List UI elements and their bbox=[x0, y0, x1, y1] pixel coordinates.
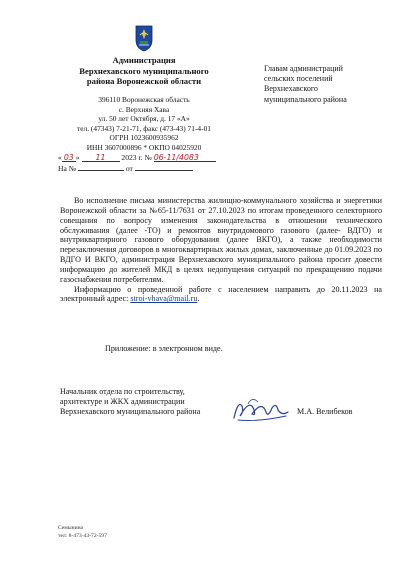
reference-line bbox=[58, 162, 278, 174]
organization-name bbox=[50, 55, 238, 87]
executor-info bbox=[58, 524, 107, 540]
signer-name: М.А. Велибеков bbox=[297, 407, 353, 416]
address-line: ОГРН 1023600935962 bbox=[109, 133, 179, 143]
address-line: 396110 Воронежская область bbox=[98, 95, 190, 104]
email-link[interactable]: stroi-vhava@mail.ru bbox=[130, 294, 198, 304]
org-line: Верхнехавского муниципального bbox=[79, 65, 209, 76]
recipient-line: Главам администраций bbox=[264, 64, 343, 73]
executor-name: Семынина bbox=[58, 525, 84, 531]
body-paragraph bbox=[60, 285, 382, 305]
date-quote-open: « bbox=[58, 153, 62, 162]
ref-label: На № bbox=[58, 164, 76, 173]
handwritten-signature bbox=[228, 392, 294, 426]
date-quote-close: » bbox=[75, 153, 80, 162]
attachment-note: Приложение: в электронном виде. bbox=[105, 344, 223, 353]
body-paragraph-end: . bbox=[197, 294, 200, 304]
document-number: 06-11/4083 bbox=[153, 153, 199, 162]
body-paragraph: Во исполнение письма министерства жилищно-коммунального хозяйства и энергетики Воронежской области за №65-11/7631 от 27.10.2023 по итогам проведенного селекторного совещания по вопросу изменения законодательства в отношении технического обслуживания (далее -ТО) и ремонтов внутридомового газового (далее- ВДГО) и внутриквартирного газового оборудования (далее ВКГО), а также необходимости перезаключения договоров в многоквартирных жилых домах, заключенные до 01.09.2023 по ВДГО И ВКГО, администрация Верхнехавского муниципального района просит довести информацию до жителей МКД в целях недопущения ситуаций по прекращению подачи газоснабжения потребителям. bbox=[60, 196, 382, 284]
org-line: района Воронежской области bbox=[86, 76, 202, 87]
address-line: ул. 50 лет Октября, д. 17 «А» bbox=[98, 114, 190, 124]
address-line: с. Верхняя Хава bbox=[118, 104, 170, 114]
date-month: 11 bbox=[95, 153, 106, 162]
address-line: тел. (47343) 7-21-71, факс (473-43) 71-4-01 bbox=[77, 123, 211, 133]
date-year: 2023 г. № bbox=[121, 153, 152, 162]
ref-from: от bbox=[125, 164, 133, 173]
recipient-line: муниципального района bbox=[264, 94, 347, 104]
address-line: ИНН 3607000896 * ОКПО 04025920 bbox=[86, 142, 202, 152]
position-line: Верхнехавского муниципального района bbox=[60, 407, 201, 417]
executor-phone: тел: 8-473-43-72-597 bbox=[58, 533, 107, 539]
letter-body bbox=[60, 196, 382, 304]
organization-address bbox=[40, 95, 248, 153]
coat-of-arms-icon bbox=[134, 25, 154, 52]
recipient-line: Верхнехавского bbox=[264, 84, 318, 94]
body-paragraph-text: Информацию о проведенной работе с населением направить до 20.11.2023 на электронный адрес: bbox=[60, 284, 382, 304]
recipient-line: сельских поселений bbox=[264, 74, 333, 84]
date-day: 03 bbox=[63, 153, 74, 162]
org-line: Администрация bbox=[112, 55, 176, 65]
position-line: архитектуре и ЖКХ администрации bbox=[60, 397, 185, 407]
position-line: Начальник отдела по строительству, bbox=[60, 387, 185, 396]
recipient-block bbox=[264, 64, 386, 105]
